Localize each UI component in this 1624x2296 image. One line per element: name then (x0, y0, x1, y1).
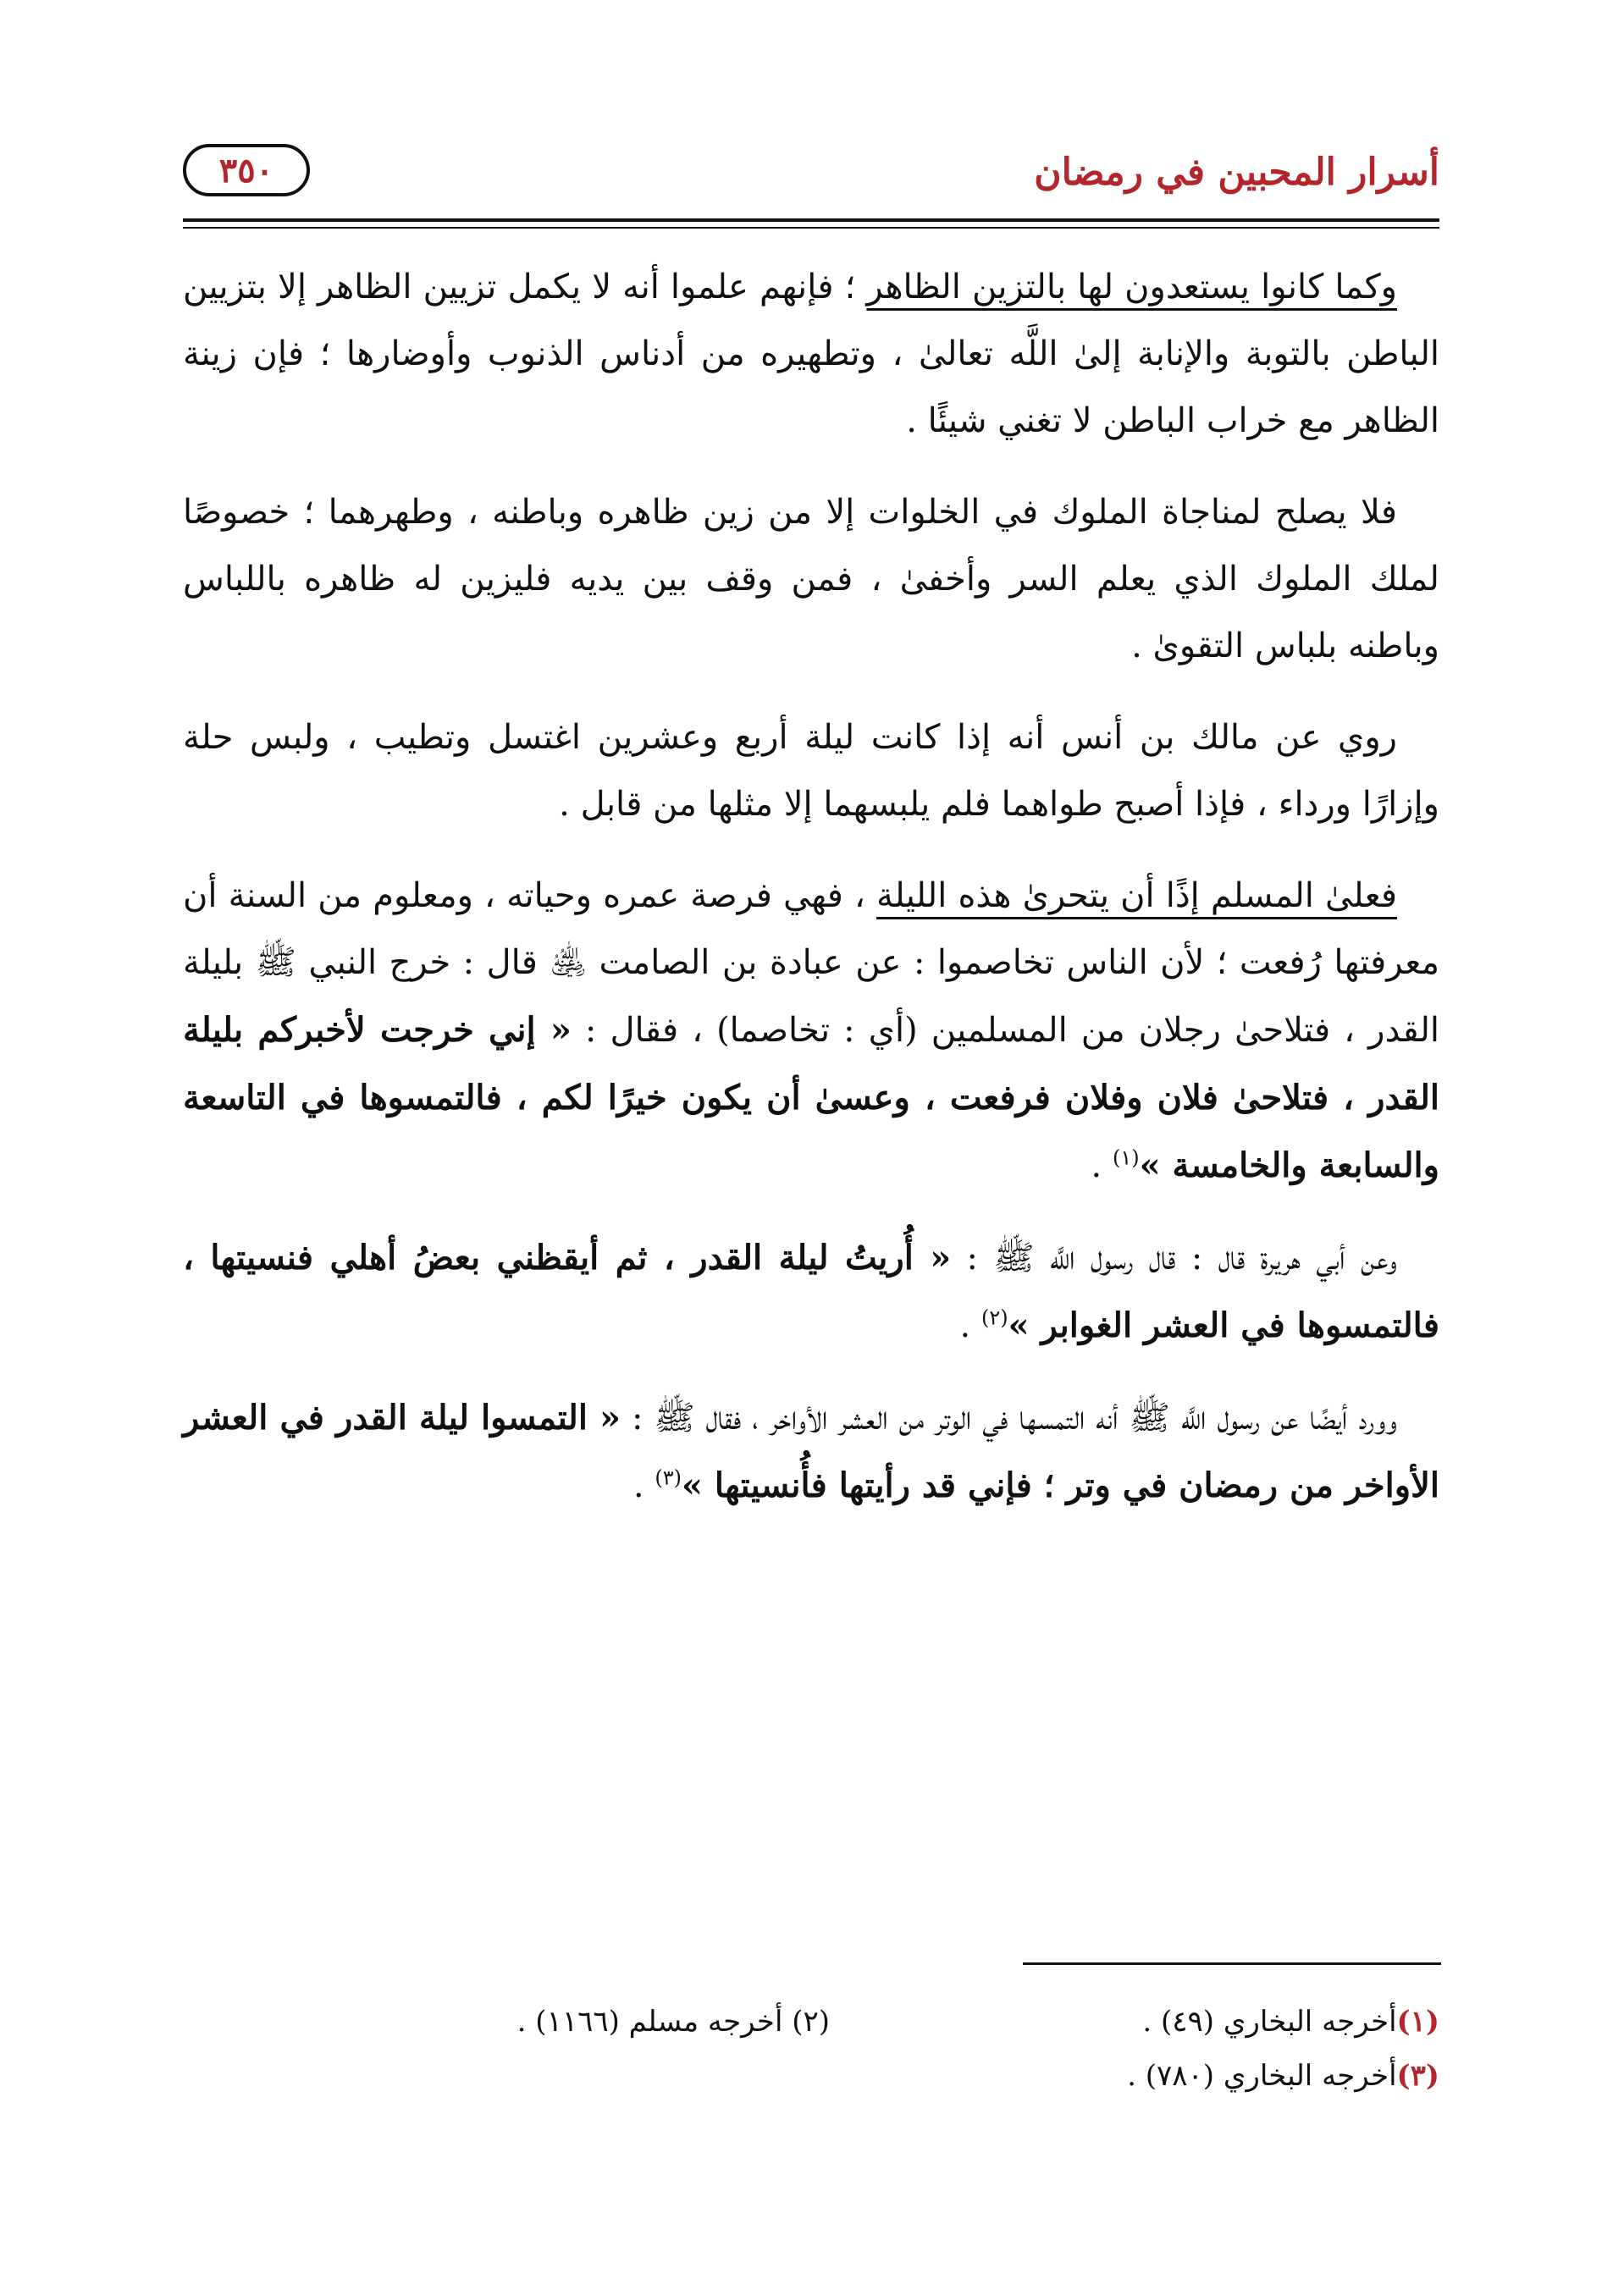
paragraph-4 (183, 863, 1439, 1200)
footnote-number: (٣) (1396, 2059, 1439, 2093)
paragraph-1 (183, 254, 1439, 455)
footnote-row (183, 2049, 1439, 2103)
paragraph-end: . (632, 1466, 655, 1505)
paragraph-text: ، فهي فرصة عمره وحياته ، ومعلوم من السنة أن معرفتها رُفعت ؛ لأن الناس تخاصموا : عن عبادة بن الصامت ﵁ قال : خرج النبي ﷺ بليلة القدر ، فتلاحىٰ رجلان من المسلمين (أي : تخاصما) ، فقال : (183, 876, 1439, 1050)
paragraph-3 (183, 704, 1439, 838)
footnote-ref-3: (٣) (655, 1465, 682, 1490)
paragraph-6 (183, 1384, 1439, 1520)
footnote-number: (١) (1396, 2005, 1439, 2039)
page-header (183, 144, 1439, 217)
footnote-text: أخرجه البخاري (٤٩) . (1142, 2005, 1397, 2039)
footnote-ref-1: (١) (1112, 1145, 1140, 1170)
page-number-badge: ٣٥٠ (183, 144, 310, 196)
paragraph-text: وورد أيضًا عن رسول اللَّه ﷺ أنه التمسها في الوتر من العشر الأواخر ، فقال ﷺ : (621, 1399, 1397, 1438)
paragraph-text: روي عن مالك بن أنس أنه إذا كانت ليلة أربع وعشرين اغتسل وتطيب ، ولبس حلة وإزارًا ورداء ، فإذا أصبح طواهما فلم يلبسهما إلا مثلها من قابل . (183, 718, 1439, 824)
running-title: أسرار المحبين في رمضان (1034, 151, 1439, 194)
paragraph-text: وعن أبي هريرة قال : قال رسول اللَّه ﷺ : (951, 1239, 1398, 1278)
footnotes (183, 1995, 1439, 2103)
underlined-phrase: وكما كانوا يستعدون لها بالتزين الظاهر (866, 268, 1397, 306)
footnote-row (183, 1995, 1439, 2049)
footnote-2 (517, 1995, 830, 2049)
footnote-separator (1023, 1962, 1441, 1965)
hadith-quote: « إني خرجت لأخبركم بليلة القدر ، فتلاحىٰ فلان وفلان فرفعت ، وعسىٰ أن يكون خيرًا لكم ، فالتمسوها في التاسعة والسابعة والخامسة » (183, 1010, 1440, 1185)
underlined-phrase: فعلىٰ المسلم إذًا أن يتحرىٰ هذه الليلة (876, 876, 1397, 915)
footnote-1 (1142, 1995, 1439, 2049)
paragraph-2 (183, 479, 1439, 680)
paragraph-end: . (1091, 1146, 1113, 1185)
footnote-text: أخرجه مسلم (١١٦٦) . (516, 2005, 783, 2039)
hadith-quote: « أُريتُ ليلة القدر ، ثم أيقظني بعضُ أهلي فنسيتها ، فالتمسوها في العشر الغوابر » (183, 1238, 1439, 1345)
paragraph-text: فلا يصلح لمناجاة الملوك في الخلوات إلا من زين ظاهره وباطنه ، وطهرهما ؛ خصوصًا لملك الملوك الذي يعلم السر وأخفىٰ ، فمن وقف بين يديه فليزين له ظاهره باللباس وباطنه بلباس التقوىٰ . (183, 493, 1439, 665)
main-text (183, 254, 1439, 1544)
paragraph-text: ؛ فإنهم علموا أنه لا يكمل تزيين الظاهر إلا بتزيين الباطن بالتوبة والإنابة إلىٰ اللَّه تعالىٰ ، وتطهيره من أدناس الذنوب وأوضارها ؛ فإن زينة الظاهر مع خراب الباطن لا تغني شيئًا . (183, 268, 1439, 440)
header-rule-thick (183, 218, 1439, 222)
footnote-ref-2: (٢) (980, 1305, 1008, 1330)
header-rule-thin (183, 227, 1439, 229)
paragraph-end: . (959, 1306, 981, 1345)
footnote-3 (1127, 2049, 1439, 2103)
paragraph-5 (183, 1224, 1439, 1360)
footnote-text: أخرجه البخاري (٧٨٠) . (1127, 2059, 1397, 2093)
hadith-quote: « التمسوا ليلة القدر في العشر الأواخر من رمضان في وتر ؛ فإني قد رأيتها فأُنسيتها » (183, 1398, 1439, 1505)
footnote-number: (٢) (792, 2005, 830, 2039)
